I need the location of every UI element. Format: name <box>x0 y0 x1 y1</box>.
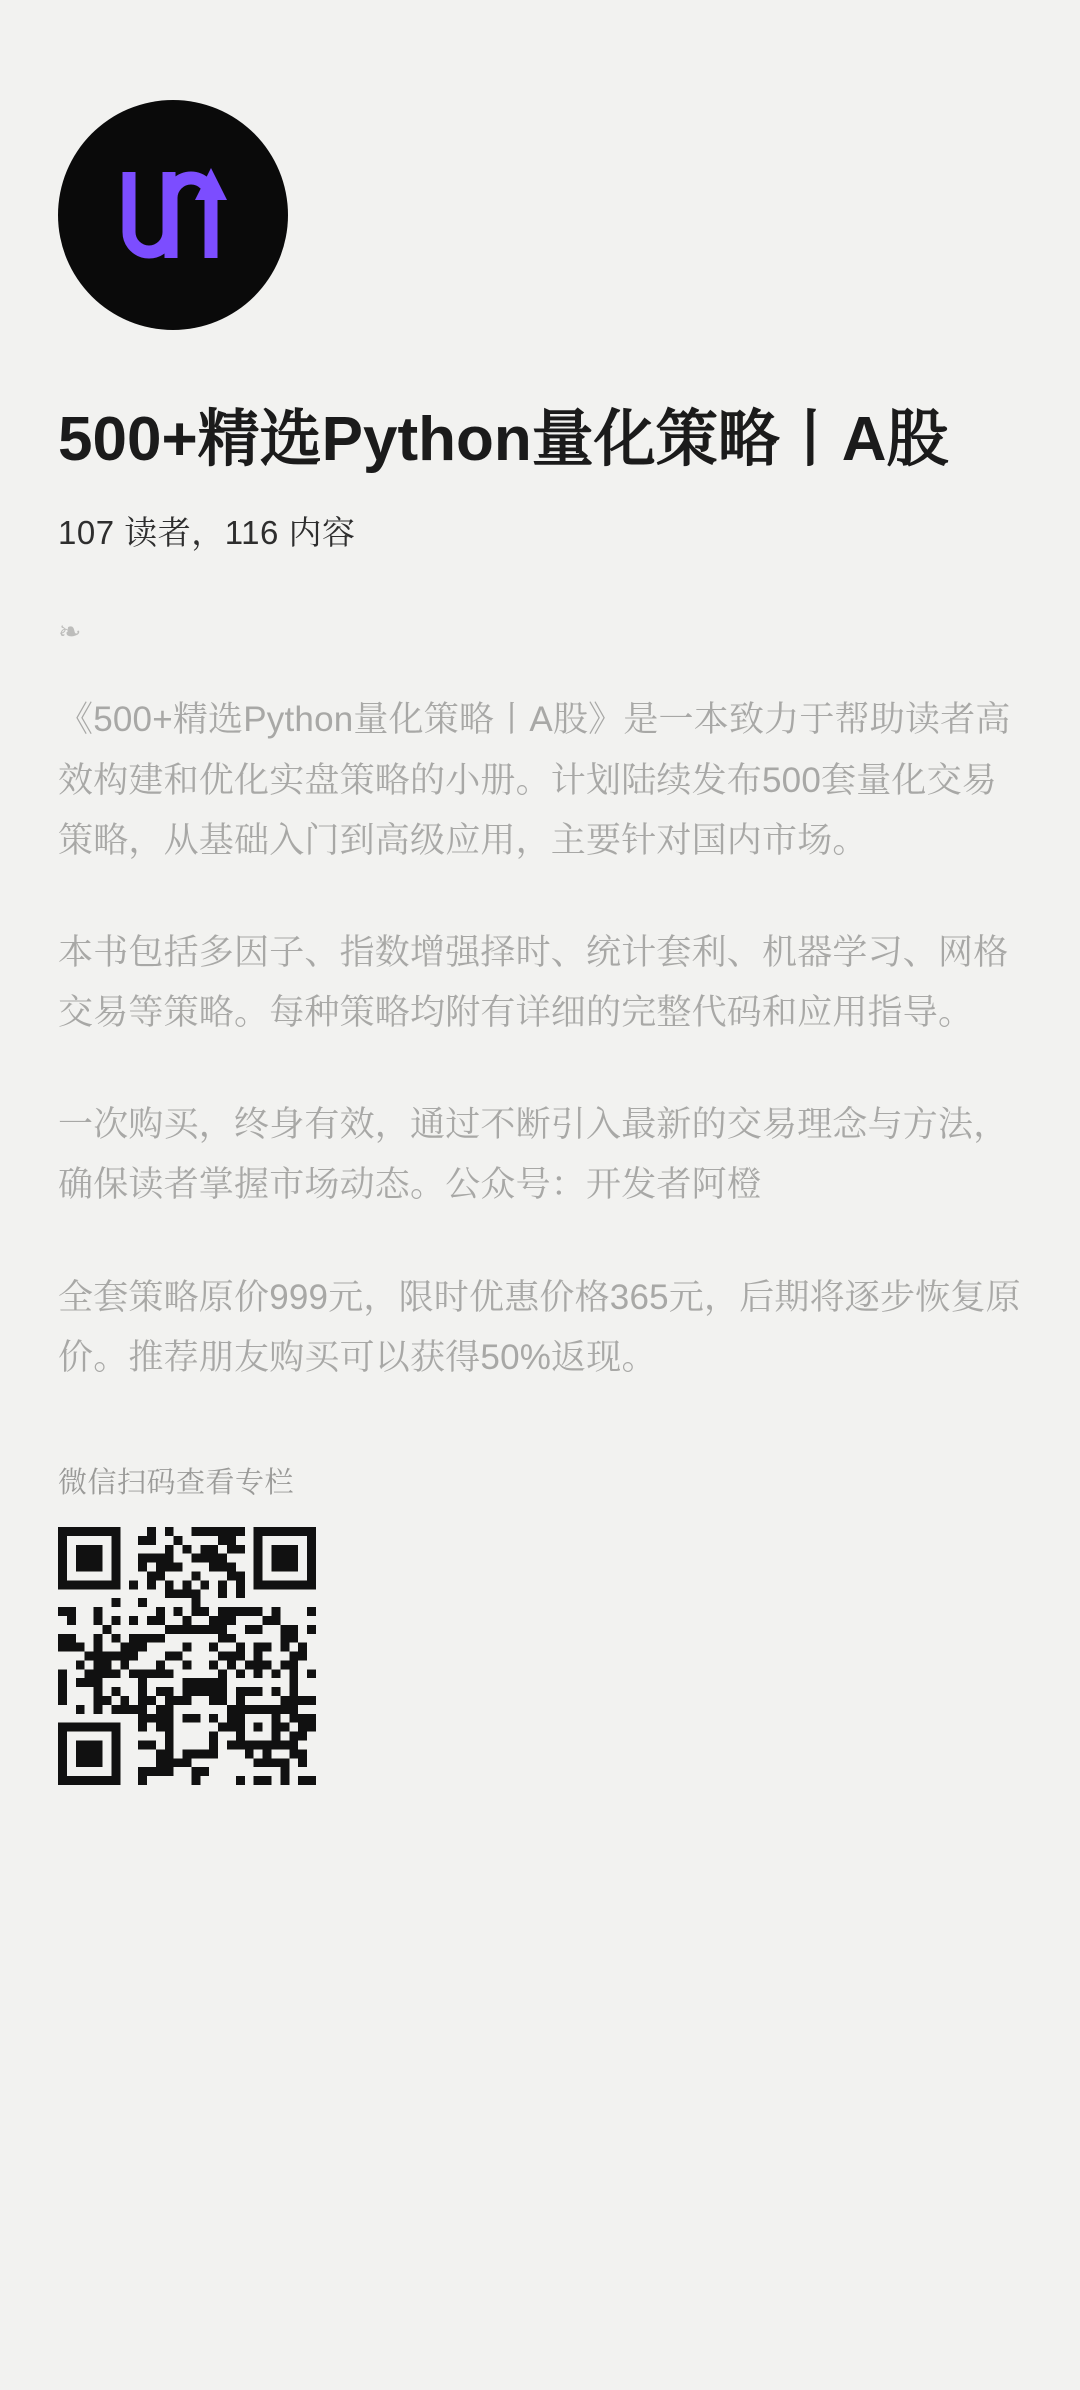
ornament-divider: ❧ <box>58 616 84 648</box>
avatar <box>58 100 288 330</box>
description-block <box>58 690 1022 1388</box>
reader-content-count: 107 读者，116 内容 <box>58 514 356 552</box>
description-paragraph: 一次购买，终身有效，通过不断引入最新的交易理念与方法，确保读者掌握市场动态。公众号：开发者阿橙 <box>58 1105 1009 1205</box>
description-paragraph: 全套策略原价999元，限时优惠价格365元，后期将逐步恢复原价。推荐朋友购买可以获得50%返现。 <box>58 1277 1021 1377</box>
description-paragraph: 本书包括多因子、指数增强择时、统计套利、机器学习、网格交易等策略。每种策略均附有详细的完整代码和应用指导。 <box>58 932 1009 1033</box>
arrow-swap-logo-icon <box>115 160 231 270</box>
page-title: 500+精选Python量化策略丨A股 <box>58 405 949 474</box>
qr-code-icon[interactable] <box>58 1527 316 1785</box>
description-paragraph: 《500+精选Python量化策略丨A股》是一本致力于帮助读者高效构建和优化实盘策略的小册。计划陆续发布500套量化交易策略，从基础入门到高级应用，主要针对国内市场。 <box>58 700 1011 860</box>
qr-caption: 微信扫码查看专栏 <box>58 1467 295 1500</box>
qr-section <box>58 1460 1022 1790</box>
